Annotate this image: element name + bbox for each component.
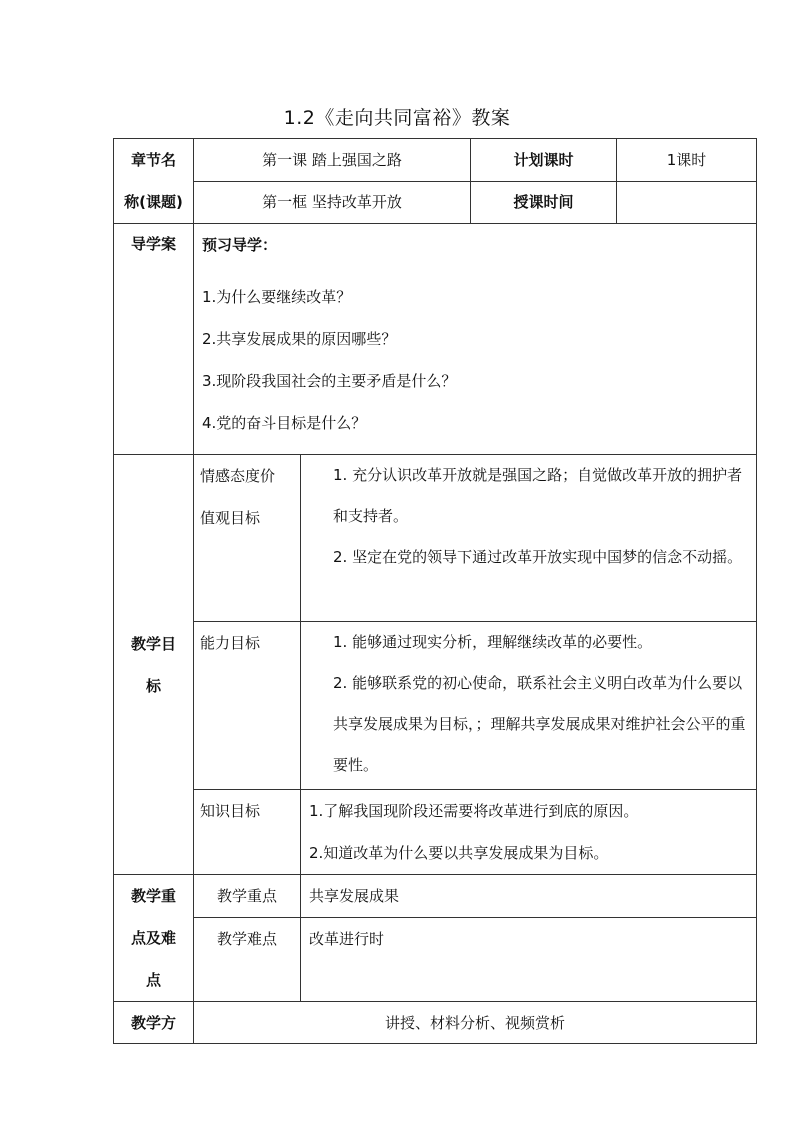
guide-label: 导学案: [114, 224, 194, 455]
ability-label: 能力目标: [200, 634, 261, 652]
plan-hours-value: 1课时: [617, 139, 757, 182]
plan-hours-label: 计划课时: [471, 139, 617, 182]
key-points-label-line3: 点: [145, 971, 161, 989]
objectives-label-line1: 教学目: [130, 634, 176, 653]
frame-name: 第一框 坚持改革开放: [262, 193, 402, 212]
lesson-name: 第一课 踏上强国之路: [262, 150, 402, 169]
ability-item-2: 2. 能够联系党的初心使命，联系社会主义明白改革为什么要以共享发展成果为目标，；理解共享发展成果对维护社会公平的重要性。: [333, 674, 746, 774]
lesson-cell: [194, 139, 471, 182]
key-points-label-line2: 点及难: [130, 929, 176, 947]
emotion-label-cell: [194, 455, 301, 622]
ability-item-1: 1. 能够通过现实分析，理解继续改革的必要性。: [333, 633, 653, 651]
ability-label-cell: [194, 622, 301, 790]
guide-content: [194, 224, 757, 455]
objectives-label-line2: 标: [145, 676, 161, 695]
guide-question-4: 4.党的奋斗目标是什么？: [202, 414, 367, 432]
lesson-plan-table: [113, 138, 757, 1044]
emotion-item-1: 1. 充分认识改革开放就是强国之路；自觉做改革开放的拥护者和支持者。: [333, 466, 743, 525]
ability-content: [301, 622, 757, 790]
key-value: 共享发展成果: [301, 875, 757, 918]
guide-question-3: 3.现阶段我国社会的主要矛盾是什么？: [202, 372, 457, 390]
key-points-label-cell: [114, 875, 194, 1002]
knowledge-item-1: 1.了解我国现阶段还需要将改革进行到底的原因。: [309, 802, 639, 820]
chapter-label-line1: 章节名: [130, 151, 176, 169]
page-title: 1.2《走向共同富裕》教案: [283, 107, 511, 129]
difficult-label: 教学难点: [194, 918, 301, 1002]
objectives-label-cell: [114, 455, 194, 875]
frame-cell: [194, 181, 471, 224]
knowledge-label: 知识目标: [200, 802, 261, 820]
guide-question-1: 1.为什么要继续改革？: [202, 288, 352, 306]
emotion-label-line1: 情感态度价: [200, 467, 276, 485]
method-value: 讲授、材料分析、视频赏析: [194, 1002, 757, 1044]
guide-question-2: 2.共享发展成果的原因哪些？: [202, 330, 397, 348]
guide-heading: 预习导学：: [202, 236, 278, 254]
knowledge-item-2: 2.知道改革为什么要以共享发展成果为目标。: [309, 844, 609, 862]
knowledge-content: [301, 790, 757, 875]
emotion-item-2: 2. 坚定在党的领导下通过改革开放实现中国梦的信念不动摇。: [333, 548, 743, 566]
chapter-label-cell: [114, 139, 194, 224]
teach-time-label: 授课时间: [471, 181, 617, 224]
knowledge-label-cell: [194, 790, 301, 875]
emotion-label-line2: 值观目标: [200, 509, 261, 527]
difficult-value: 改革进行时: [301, 918, 757, 1002]
emotion-content: [301, 455, 757, 622]
key-points-label-line1: 教学重: [130, 887, 176, 905]
teach-time-value: [617, 181, 757, 224]
method-label: 教学方: [114, 1002, 194, 1044]
chapter-label-line2: 称(课题): [124, 193, 183, 211]
key-label: 教学重点: [194, 875, 301, 918]
